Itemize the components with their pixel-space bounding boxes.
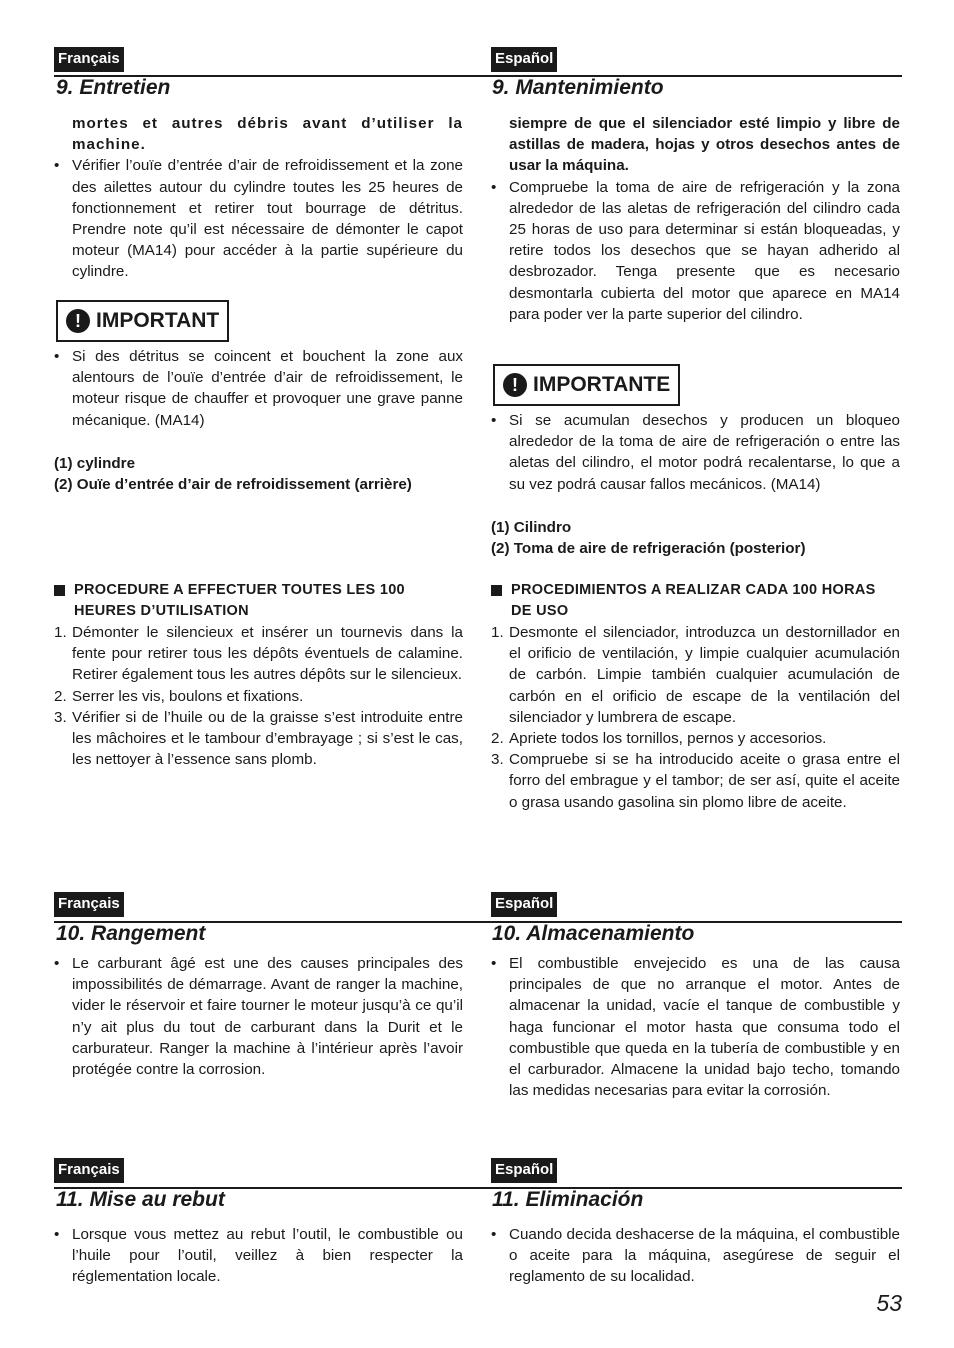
important-label-fr: IMPORTANT: [96, 309, 220, 332]
es-section-11: [491, 1224, 900, 1288]
es-storage-bullet: • El combustible envejecido es una de las causa principales de que no arranque el motor. Antes de almacenar la unidad, vacíe el tanque de combustible y haga funcionar el motor hasta que consuma todo el combustible que queda en la tubería de combustible y en el carburador. Almacene la unidad bajo techo, tomando las medidas necesarias para evitar la corrosión.: [491, 953, 900, 1101]
fr-disposal-bullet: • Lorsque vous mettez au rebut l’outil, le combustible ou l’huile pour l’outil, veillez à bien respecter la réglementation locale.: [54, 1224, 463, 1288]
language-badge-es: Español: [491, 1158, 557, 1183]
fr-continued-text: mortes et autres débris avant d’utiliser la machine.: [72, 115, 463, 154]
section-10-title-es: 10. Almacenamiento: [492, 922, 695, 945]
language-badge-fr: Français: [54, 47, 124, 72]
fr-legend-1: (1) cylindre: [54, 454, 136, 472]
es-step-3: 3. Compruebe si se ha introducido aceite o grasa entre el forro del embrague y el tambor; de ser así, quite el aceite o grasa usando gasolina sin plomo libre de aceite.: [491, 751, 900, 811]
important-box-es: [493, 364, 680, 406]
fr-important-bullet: • Si des détritus se coincent et bouchent la zone aux alentours de l’ouïe d’entrée d’air de refroidissement, le moteur risque de chauffer et provoquer une grave panne mécanique. (MA14): [54, 346, 463, 431]
important-label-es: IMPORTANTE: [533, 373, 671, 396]
es-continued-text: siempre de que el silenciador esté limpio y libre de astillas de madera, hojas y otros desechos antes de usar la máquina.: [509, 115, 900, 175]
language-badge-fr: Français: [54, 1158, 124, 1183]
es-section-10: [491, 953, 900, 1101]
es-important-bullet: • Si se acumulan desechos y producen un bloqueo alrededor de la toma de aire de refrigeración o entre las aletas del cilindro, el motor podrá recalentarse, lo que a su vez podrá causar fallos mecánicos. (MA14): [491, 410, 900, 495]
es-section-9: [491, 113, 900, 325]
es-legend-2: (2) Toma de aire de refrigeración (posterior): [491, 540, 806, 558]
fr-section-11: [54, 1224, 463, 1288]
language-badge-es: Español: [491, 47, 557, 72]
section-11-title-fr: 11. Mise au rebut: [56, 1188, 225, 1211]
section-10-heading: [54, 921, 902, 945]
fr-step-3: 3. Vérifier si de l’huile ou de la graisse s’est introduite entre les mâchoires et le tambour d’embrayage ; si s’est le cas, les nettoyer à l’essence sans plomb.: [54, 708, 463, 769]
fr-section-9: [54, 113, 463, 283]
exclamation-icon: !: [503, 373, 527, 397]
es-procedure-heading: [491, 580, 900, 622]
fr-procedure-heading: [54, 580, 463, 622]
fr-step-1: 1. Démonter le silencieux et insérer un tournevis dans la fente pour retirer tous les dépôts éventuels de calamine. Retirer également tous les autres dépôts sur le silencieux.: [54, 624, 463, 684]
es-procedure: [491, 580, 900, 813]
section-9-title-es: 9. Mantenimiento: [492, 76, 664, 99]
section-11-title-es: 11. Eliminación: [492, 1188, 644, 1211]
es-step-1: 1. Desmonte el silenciador, introduzca un destornillador en el orificio de ventilación, y limpie cualquier acumulación de carbón. Limpie también cualquier acumulación de carbón en el orificio de escape de la ventilación del silenciador y lumbrera de escape.: [491, 624, 900, 726]
fr-procedure: [54, 580, 463, 770]
important-box-fr: [56, 300, 229, 342]
section-11-heading: [54, 1187, 902, 1211]
es-legend-1: (1) Cilindro: [491, 518, 572, 536]
es-disposal-bullet: • Cuando decida deshacerse de la máquina, el combustible o aceite para la máquina, asegúrese de seguir el reglamento de su localidad.: [491, 1224, 900, 1288]
square-bullet-icon: [54, 585, 65, 596]
es-important-content: [491, 410, 900, 559]
fr-storage-bullet: • Le carburant âgé est une des causes principales des impossibilités de démarrage. Avant de ranger la machine, vider le réservoir et faire tourner le moteur jusqu’à ce qu’il n’y ait plus du tout de carburant dans la Durit et le carburateur. Ranger la machine à l’intérieur après l’avoir protégée contre la corrosion.: [54, 953, 463, 1080]
section-10-title-fr: 10. Rangement: [56, 922, 206, 945]
fr-procedure-title: PROCEDURE A EFFECTUER TOUTES LES 100 HEURES D’UTILISATION: [74, 582, 405, 619]
es-procedure-title: PROCEDIMIENTOS A REALIZAR CADA 100 HORAS DE USO: [511, 582, 876, 619]
es-step-2: 2. Apriete todos los tornillos, pernos y accesorios.: [491, 730, 827, 748]
section-9-title-fr: 9. Entretien: [56, 76, 171, 99]
exclamation-icon: !: [66, 309, 90, 333]
section-9-heading: [54, 75, 902, 99]
language-badge-fr: Français: [54, 892, 124, 917]
fr-maintenance-bullet: • Vérifier l’ouïe d’entrée d’air de refroidissement et la zone des ailettes autour du cylindre toutes les 25 heures de fonctionnement et retirer tout bourrage de détritus. Prendre note qu’il est nécessaire de démonter le capot moteur (MA14) pour accéder à la partie supérieure du cylindre.: [54, 155, 463, 282]
language-badge-es: Español: [491, 892, 557, 917]
fr-important-content: [54, 346, 463, 495]
square-bullet-icon: [491, 585, 502, 596]
fr-step-2: 2. Serrer les vis, boulons et fixations.: [54, 687, 304, 705]
es-maintenance-bullet: • Compruebe la toma de aire de refrigeración y la zona alrededor de las aletas de refrigeración del cilindro cada 25 horas de uso para determinar si están bloqueadas, y retire todos los desechos que se hayan adherido al desbrozador. Tenga presente que es necesario desmontarla cubierta del motor que aparece en MA14 para poder ver la parte superior del cilindro.: [491, 177, 900, 325]
fr-legend-2: (2) Ouïe d’entrée d’air de refroidissement (arrière): [54, 476, 412, 494]
fr-section-10: [54, 953, 463, 1080]
page-number: 53: [876, 1290, 902, 1316]
